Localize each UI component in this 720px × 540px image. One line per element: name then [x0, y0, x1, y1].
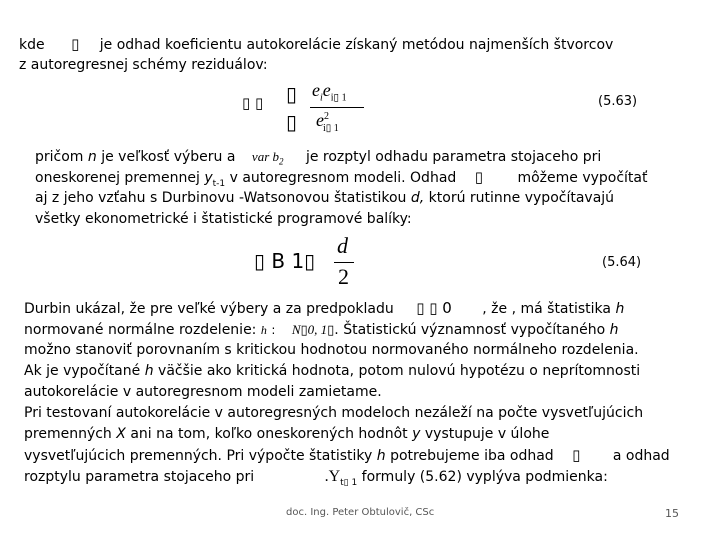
para2-line-4: všetky ekonometrické i štatistické programové balíky: [35, 211, 412, 227]
para3-line-4: Ak je vypočítané h väčšie ako kritická hodnota, potom nulovú hypotézu o neprítomnosti [24, 363, 641, 379]
para2-line-1: pričom n je veľkosť výberu a var $b_2$ je rozptyl odhadu parametra stojaceho pri [35, 149, 602, 167]
para3-line-9: rozptylu parametra stojaceho pri $.Y_{t▯ 1}$ formuly (5.62) vyplýva podmienka: [24, 468, 608, 488]
var-n: n [87, 149, 97, 165]
page-number: 15 [665, 507, 679, 520]
rho-hat-glyph: ▯ [71, 35, 80, 53]
equation-number-5-64: (5.64) [602, 255, 642, 270]
para3-line-6: Pri testovaní autokorelácie v autoregresných modeloch nezáleží na počte vysvetľujúcich [24, 405, 644, 421]
fraction-bar [334, 262, 354, 263]
intro-line-1 [19, 34, 613, 56]
normal-distribution: N▯0, 1▯ [291, 322, 335, 337]
equation-number-5-63: (5.63) [598, 94, 638, 109]
sum-symbol-top: ▯ [286, 82, 298, 106]
rho-hat-glyph-3: ▯ [572, 446, 581, 464]
var-y: y [204, 170, 213, 186]
fraction-bar [310, 107, 364, 108]
eq563-fraction [310, 80, 366, 140]
rho-equals-zero: ▯ ▯ 0 [416, 299, 452, 317]
eq564-fraction [334, 233, 356, 291]
footer-author: doc. Ing. Peter Obtulovič, CSc [286, 507, 435, 518]
eq564-lhs: ▯ B 1▯ [254, 249, 316, 273]
sum-symbol-bottom: ▯ [286, 110, 298, 134]
eq563-numerator: $e_ie_{i▯ 1}$ [312, 80, 347, 104]
rho-hat-glyph-2: ▯ [474, 168, 483, 186]
var-b2-expression: var $b_2$ [251, 149, 284, 167]
para3-line-7: premenných X ani na tom, koľko oneskorených hodnôt y vystupuje v úlohe [24, 426, 550, 442]
var-d: d, [410, 190, 425, 206]
eq564-numerator: d [337, 233, 348, 258]
para3-line-1: Durbin ukázal, že pre veľké výbery a za predpokladu ▯ ▯ 0 , že , má štatistika h [24, 299, 625, 317]
y-lagged: .Y [324, 468, 341, 485]
equation-5-63 [230, 80, 638, 142]
para2-line-2: oneskorenej premennej $y_{t-1}$ v autoregresnom modeli. Odhad ▯ môžeme vypočítať [35, 168, 648, 189]
equation-5-64 [250, 233, 650, 293]
intro-kde: kde [19, 37, 45, 53]
para3-line-2: normované normálne rozdelenie: h : N▯0, 1▯. Štatistickú významnosť vypočítaného h [24, 322, 619, 338]
intro-text: je odhad koeficientu autokorelácie získaný metódou najmenších štvorcov [99, 37, 614, 53]
para3-line-8: vysvetľujúcich premenných. Pri výpočte štatistiky h potrebujeme iba odhad ▯ a odhad [24, 446, 670, 464]
para3-line-3: možno stanoviť porovnaním s kritickou hodnotou normovaného normálneho rozdelenia. [24, 342, 639, 358]
eq563-lhs: ▯ ▯ [242, 94, 264, 112]
eq563-denominator: $e^2_{i▯ 1}$ [316, 110, 339, 134]
para3-line-5: autokorelácie v autoregresnom modeli zamietame. [24, 384, 382, 400]
intro-line-2: z autoregresnej schémy reziduálov: [19, 57, 268, 73]
para2-line-3: aj z jeho vzťahu s Durbinovu -Watsonovou štatistikou d, ktorú rutinne vypočítavajú [35, 190, 615, 206]
eq564-denominator: 2 [338, 264, 349, 289]
